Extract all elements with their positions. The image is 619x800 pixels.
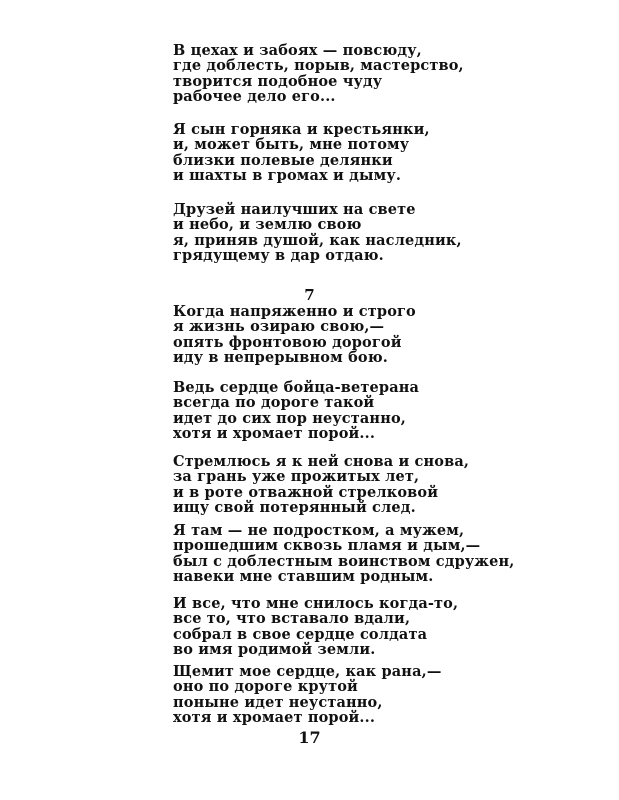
poem-line: я жизнь озираю свою,— [173, 318, 385, 336]
poem-line: я, приняв душой, как наследник, [173, 231, 462, 249]
poem-line: Щемит мое сердце, как рана,— [173, 663, 442, 680]
poem-line: Ведь сердце бойца-ветерана [173, 379, 420, 396]
poem-line: В цехах и забоях — повсюду, [173, 42, 422, 59]
stanza-4 [173, 304, 416, 365]
poem-line: близки полевые делянки [173, 151, 393, 169]
poem-line: и небо, и землю свою [173, 216, 362, 234]
stanza-3 [173, 202, 462, 263]
section-number: 7 [304, 286, 315, 304]
poem-line: иду в непрерывном бою. [173, 348, 388, 366]
stanza-8 [173, 596, 458, 657]
poem-line: и в роте отважной стрелковой [173, 483, 439, 501]
poem-line: ищу свой потерянный след. [173, 498, 416, 516]
poem-line: творится подобное чуду [173, 72, 383, 90]
poem-line: и шахты в громах и дыму. [173, 166, 402, 184]
poem-line: во имя родимой земли. [173, 640, 376, 658]
poem-line: все то, что вставало вдали, [173, 610, 411, 628]
stanza-2 [173, 122, 430, 183]
poem-line: навеки мне ставшим родным. [173, 567, 434, 585]
poem-line: поныне идет неустанно, [173, 693, 383, 711]
poem-line: Друзей наилучших на свете [173, 201, 416, 218]
poem-line: хотя и хромает порой... [173, 708, 376, 726]
poem-line: грядущему в дар отдаю. [173, 246, 384, 264]
stanza-6 [173, 454, 469, 515]
poem-line: прошедшим сквозь пламя и дым,— [173, 537, 481, 555]
page-number: 17 [298, 728, 321, 747]
stanza-9 [173, 664, 441, 725]
poem-line: всегда по дороге такой [173, 394, 375, 412]
poem-line: за грань уже прожитых лет, [173, 468, 420, 486]
poem-line: И все, что мне снилось когда-то, [173, 595, 459, 612]
poem-line: рабочее дело его... [173, 87, 336, 105]
poem-line: оно по дороге крутой [173, 678, 358, 696]
poem-line: где доблесть, порыв, мастерство, [173, 57, 464, 75]
poem-line: хотя и хромает порой... [173, 424, 376, 442]
poem-line: опять фронтовою дорогой [173, 333, 402, 351]
stanza-1 [173, 43, 464, 104]
stanza-7 [173, 523, 514, 584]
poem-line: идет до сих пор неустанно, [173, 409, 406, 427]
poem-line: был с доблестным воинством сдружен, [173, 552, 515, 570]
poem-line: и, может быть, мне потому [173, 136, 410, 154]
poem-line: собрал в свое сердце солдата [173, 625, 428, 643]
poem-line: Я сын горняка и крестьянки, [173, 121, 430, 138]
poem-line: Я там — не подростком, а мужем, [173, 522, 465, 539]
poem-line: Стремлюсь я к ней снова и снова, [173, 453, 470, 470]
stanza-5 [173, 380, 419, 441]
poem-line: Когда напряженно и строго [173, 303, 416, 320]
